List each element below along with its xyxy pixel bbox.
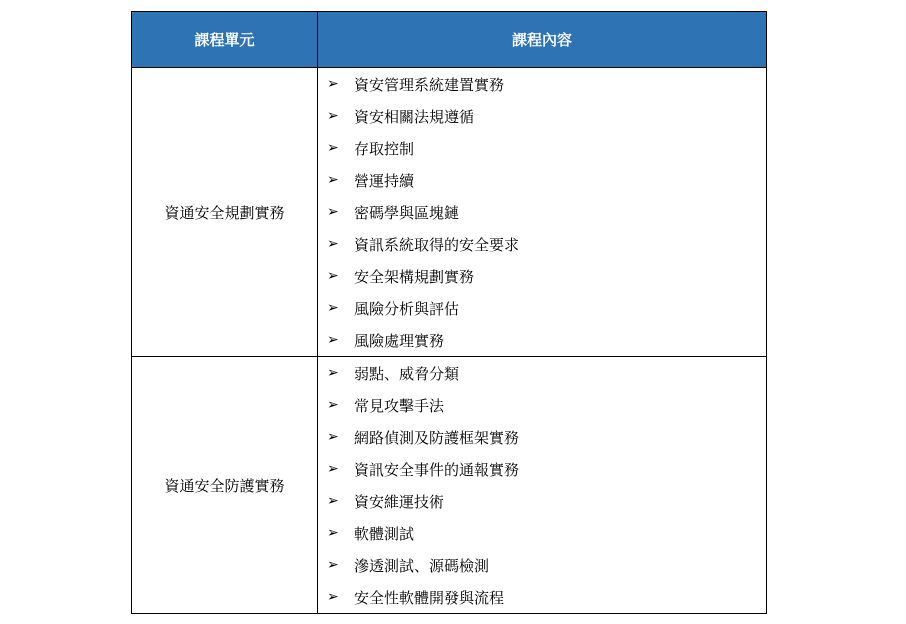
item-text: 安全架構規劃實務 [354,267,475,286]
arrow-bullet-icon: ➢ [327,365,339,381]
course-table [131,11,767,614]
header-content: 課程內容 [318,12,767,68]
arrow-bullet-icon: ➢ [327,300,339,316]
item-text: 風險處理實務 [354,331,445,350]
section-row [132,68,767,357]
list-item [318,581,766,613]
list-item [318,292,766,324]
section-unit: 資通安全防護實務 [132,357,318,614]
arrow-bullet-icon: ➢ [327,204,339,220]
item-text: 營運持續 [354,171,415,190]
arrow-bullet-icon: ➢ [327,332,339,348]
item-text: 安全性軟體開發與流程 [354,588,505,607]
arrow-bullet-icon: ➢ [327,268,339,284]
item-list [318,357,766,613]
list-item [318,357,766,389]
list-item [318,132,766,164]
list-item [318,68,766,100]
list-item [318,100,766,132]
header-row [132,12,767,68]
arrow-bullet-icon: ➢ [327,429,339,445]
item-text: 軟體測試 [354,524,415,543]
list-item [318,196,766,228]
item-text: 風險分析與評估 [354,299,460,318]
arrow-bullet-icon: ➢ [327,589,339,605]
list-item [318,421,766,453]
item-text: 資訊系統取得的安全要求 [354,235,520,254]
arrow-bullet-icon: ➢ [327,461,339,477]
item-text: 密碼學與區塊鏈 [354,203,460,222]
section-unit: 資通安全規劃實務 [132,68,318,357]
list-item [318,485,766,517]
list-item [318,260,766,292]
item-text: 存取控制 [354,139,415,158]
list-item [318,517,766,549]
item-list [318,68,766,356]
item-text: 資安維運技術 [354,492,445,511]
list-item [318,324,766,356]
section-row [132,357,767,614]
arrow-bullet-icon: ➢ [327,172,339,188]
arrow-bullet-icon: ➢ [327,140,339,156]
section-content [318,357,767,614]
arrow-bullet-icon: ➢ [327,525,339,541]
arrow-bullet-icon: ➢ [327,108,339,124]
arrow-bullet-icon: ➢ [327,76,339,92]
item-text: 資訊安全事件的通報實務 [354,460,520,479]
item-text: 資安管理系統建置實務 [354,75,505,94]
list-item [318,453,766,485]
item-text: 常見攻擊手法 [354,396,445,415]
arrow-bullet-icon: ➢ [327,493,339,509]
arrow-bullet-icon: ➢ [327,397,339,413]
arrow-bullet-icon: ➢ [327,557,339,573]
list-item [318,164,766,196]
item-text: 網路偵測及防護框架實務 [354,428,520,447]
list-item [318,389,766,421]
item-text: 滲透測試、源碼檢測 [354,556,490,575]
list-item [318,549,766,581]
header-unit: 課程單元 [132,12,318,68]
item-text: 資安相關法規遵循 [354,107,475,126]
item-text: 弱點、威脅分類 [354,364,460,383]
arrow-bullet-icon: ➢ [327,236,339,252]
list-item [318,228,766,260]
section-content [318,68,767,357]
